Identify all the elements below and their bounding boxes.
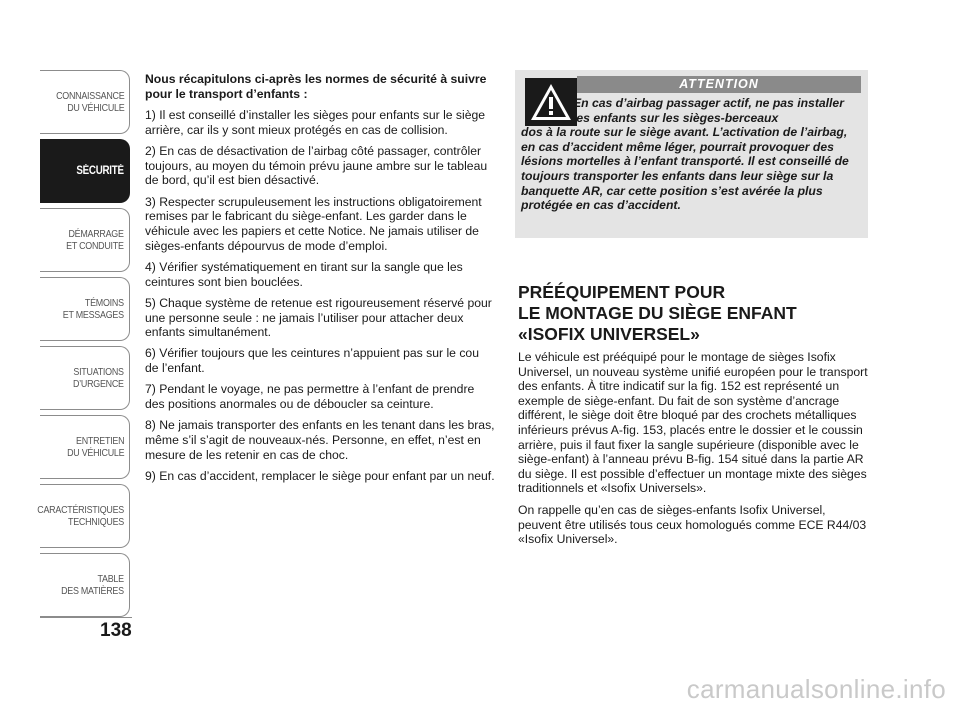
rule-item: 1) Il est conseillé d’installer les sièges pour enfants sur le siège arrière, car ils y sont mieux protégés en cas de collision. — [145, 108, 486, 137]
rule-item: 6) Vérifier toujours que les ceintures n’appuient pas sur le cou de l’enfant. — [145, 346, 479, 376]
rule-item: 5) Chaque système de retenue est rigoureusement réservé pour une personne seule : ne jamais l’utiliser pour attacher deux enfants simultanément. — [145, 295, 492, 340]
tab-label: TABLE DES MATIÈRES — [61, 573, 124, 597]
isofix-description — [518, 350, 868, 554]
rule-item: 4) Vérifier systématiquement en tirant sur la sangle que les ceintures sont bien bouclées. — [145, 259, 463, 289]
section-title-line: LE MONTAGE DU SIÈGE ENFANT — [518, 303, 797, 323]
paragraph: Le véhicule est prééquipé pour le montage de sièges Isofix Universel, un nouveau système unifié européen pour le transport des enfants. À titre indicatif sur la fig. 152 est représenté un exemple de siège-enfant. Du fait de son système d’ancrage différent, le siège doit être bloqué par des crochets métalliques inférieurs prévus A-fig. 153, placés entre le dossier et le coussin arrière, puis il faut fixer la sangle supérieure (disponible avec le siège-enfant) à l’anneau prévu B-fig. 154 situé dans la partie AR du siège. Il est possible d’effectuer un montage mixte des sièges traditionnels et «Isofix Universels». — [518, 350, 868, 496]
attention-warning-box — [515, 70, 868, 238]
tab-label: ENTRETIEN DU VÉHICULE — [66, 435, 124, 459]
tab-label: DÉMARRAGE ET CONDUITE — [66, 228, 124, 252]
tab-temoins-et-messages[interactable] — [40, 277, 130, 341]
watermark: carmanualsonline.info — [686, 674, 946, 704]
attention-title: ATTENTION — [577, 76, 861, 93]
section-title-line: «ISOFIX UNIVERSEL» — [518, 324, 700, 344]
rule-item: 7) Pendant le voyage, ne pas permettre à l’enfant de prendre des positions anormales ou de déboucler sa ceinture. — [145, 382, 475, 412]
rule-item: 2) En cas de désactivation de l’airbag côté passager, contrôler toujours, au moyen du témoin prévu jaune ambre sur le tableau de bord, qu’il est bien désactivé. — [145, 144, 488, 188]
page-number: 138 — [100, 620, 132, 641]
warning-body: dos à la route sur le siège avant. L’activation de l’airbag, en cas d’accident même léger, pourrait provoquer des lésions mortelles à l’enfant transporté. Il est conseillé de toujours transporter les enfants dans leur siège sur la banquette AR, car cette position s’est avérée la plus protégée en cas d’accident. — [521, 125, 849, 213]
paragraph: On rappelle qu’en cas de sièges-enfants Isofix Universel, peuvent être utilisés tous ceux homologués comme ECE R44/03 «Isofix Universel». — [518, 502, 867, 547]
rules-intro: Nous récapitulons ci-après les normes de sécurité à suivre pour le transport d’enfants : — [145, 72, 487, 101]
rule-item: 3) Respecter scrupuleusement les instructions obligatoirement remises par le fabricant du siège-enfant. Les garder dans le véhicule avec les papiers et cette Notice. Ne jamais utiliser de sièges-enfants dépourvus de mode d’emploi. — [145, 194, 482, 253]
tab-label: CONNAISSANCE DU VÉHICULE — [55, 90, 124, 114]
tab-label: CARACTÉRISTIQUES TECHNIQUES — [37, 504, 124, 528]
section-title-line: PRÉÉQUIPEMENT POUR — [518, 282, 726, 302]
rule-item: 8) Ne jamais transporter des enfants en les tenant dans les bras, même s’il s’agit de nouveaux-nés. Personne, en effet, n’est en mesure de les retenir en cas de choc. — [145, 418, 495, 462]
tab-securite[interactable] — [40, 139, 130, 203]
tab-connaissance-du-vehicule[interactable] — [40, 70, 130, 134]
tab-demarrage-et-conduite[interactable] — [40, 208, 130, 272]
chapter-sidebar — [37, 70, 132, 618]
tab-label: SÉCURITÉ — [76, 165, 124, 177]
warning-text — [521, 96, 863, 213]
tab-label: TÉMOINS ET MESSAGES — [62, 297, 124, 321]
rule-item: 9) En cas d’accident, remplacer le siège pour enfant par un neuf. — [145, 469, 495, 484]
warning-lead: En cas d’airbag passager actif, ne pas installer les enfants sur les sièges-berceaux — [573, 96, 844, 125]
tab-entretien-du-vehicule[interactable] — [40, 415, 130, 479]
section-title — [518, 282, 878, 345]
tab-caracteristiques-techniques[interactable] — [37, 484, 130, 548]
safety-rules-column — [145, 72, 495, 490]
tab-label: SITUATIONS D’URGENCE — [73, 366, 124, 390]
sidebar-divider — [40, 617, 132, 618]
tab-situations-durgence[interactable] — [40, 346, 130, 410]
tab-table-des-matieres[interactable] — [40, 553, 130, 617]
